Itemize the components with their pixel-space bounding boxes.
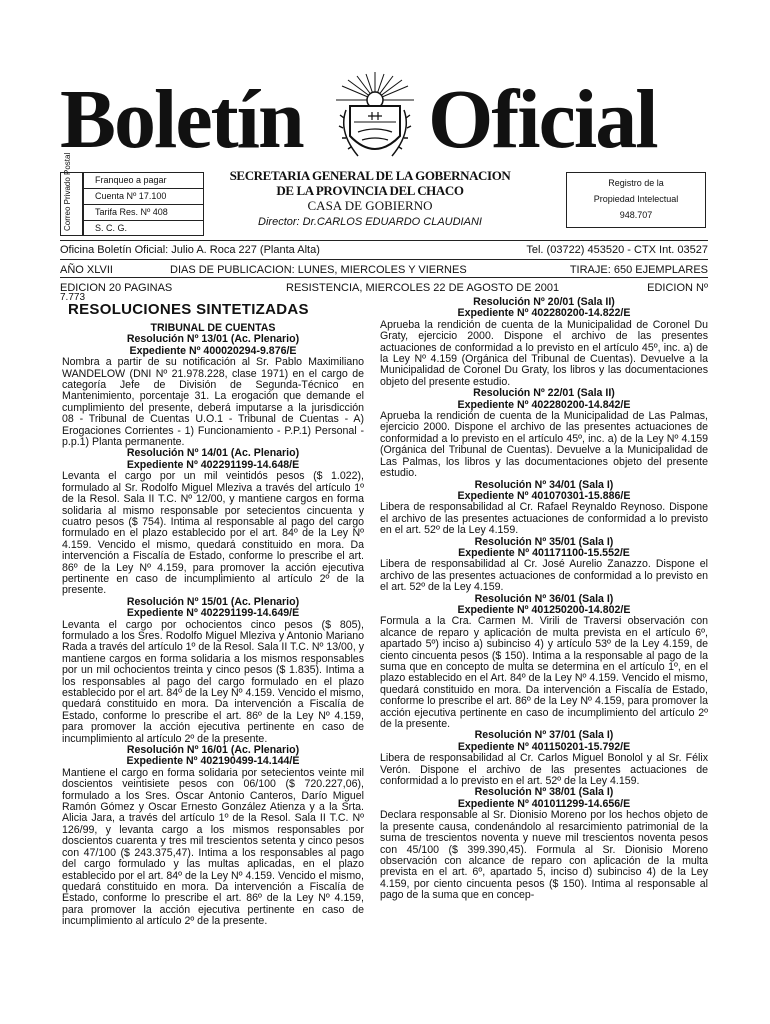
postal-side-label-box bbox=[60, 152, 84, 236]
secretaria-line2: DE LA PROVINCIA DEL CHACO bbox=[276, 183, 464, 198]
resolution-heading: Resolución Nº 16/01 (Ac. Plenario) bbox=[126, 744, 300, 757]
postal-side-label: Correo Privado Postal bbox=[63, 152, 72, 231]
postal-line-franqueo: Franqueo a pagar bbox=[83, 173, 203, 189]
resolution-heading: Resolución Nº 34/01 (Sala I) bbox=[474, 478, 614, 491]
resolution-heading: Expediente Nº 401250200-14.802/E bbox=[457, 603, 631, 616]
registro-line1: Registro de la bbox=[608, 178, 664, 188]
resolution-heading: Expediente Nº 401171100-15.552/E bbox=[458, 546, 630, 559]
resolution-text: Nombra a partir de su notificación al Sr. Pablo Maximiliano WANDELOW (DNI Nº 21.978.228, clase 1971) en el cargo de categoría Jefe de División de Segunda-Técnico en Mantenimiento, porcentaje 31. La erogación que demande el cumplimiento del presente, deberá imputarse a la jurisdicción 08 - Tribunal de Cuentas U.O.1 - Tribunal de Cuentas - A) Erogaciones Corrientes - 1) Funcionamiento - P.P.1) Personal - p.p.1) Planta permanente. bbox=[62, 356, 364, 449]
resolution-heading: Expediente Nº 402190499-14.144/E bbox=[126, 755, 300, 768]
registro-box bbox=[566, 172, 706, 228]
masthead bbox=[60, 73, 710, 170]
resolution-heading: Expediente Nº 402280200-14.822/E bbox=[457, 307, 631, 320]
resolution-text: Levanta el cargo por un mil veintidós pesos ($ 1.022), formulado al Sr. Rodolfo Miguel Mleziva a través del artículo 1º de la Resol. Sala II T.C. Nº 12/00, y mantiene cargos en forma solidaria al mismo responsable por setecientos cincuenta y cuatro pesos ($ 754). Intima al responsable al pago del cargo formulado en el plazo establecido por el art. 84º de la Ley Nº 4.159. Vencido el mismo, quedará constituido en mora. Da intervención a Fiscalía de Estado, conforme lo prescribe el art. 86º de la Ley Nº 4.159, para promover la acción ejecutiva pertinente en caso de incumplimiento al artículo 2º de la presente. bbox=[62, 470, 364, 597]
postal-line-cuenta: Cuenta Nº 17.100 bbox=[83, 189, 203, 205]
postal-line-tarifa: Tarifa Res. Nº 408 bbox=[83, 205, 203, 221]
year-label: AÑO XLVII bbox=[60, 264, 113, 276]
resolution-text: Aprueba la rendición de cuenta de la Municipalidad de Coronel Du Graty, ejercicio 2000. Dispone el archivo de las presentes actuaciones de conformidad a lo previsto en el artículo 45º, inc. a) de la Ley Nº 4.159 (Orgánica del Tribunal de Cuentas). Devuelve a la Municipalidad de Coronel Du Graty, los libros y las documentaciones objeto del presente estudio. bbox=[380, 318, 708, 388]
resolution-heading: Resolución Nº 22/01 (Sala II) bbox=[473, 387, 615, 400]
resolution-heading: Resolución Nº 15/01 (Ac. Plenario) bbox=[126, 595, 300, 608]
resolution-heading: Expediente Nº 401150201-15.792/E bbox=[457, 740, 631, 753]
resolution-heading: Expediente Nº 400020294-9.876/E bbox=[129, 344, 297, 357]
masthead-word-boletin: Boletín bbox=[60, 73, 303, 166]
masthead-word-oficial: Oficial bbox=[428, 73, 657, 166]
resolution-heading: Resolución Nº 13/01 (Ac. Plenario) bbox=[126, 333, 300, 346]
resolution-text: Aprueba la rendición de cuenta de la Municipalidad de Las Palmas, ejercicio 2000. Dispone el archivo de las presentes actuaciones de conformidad a lo previsto en el artículo 45º, inc. a) de la Ley Nº 4.159 (Orgánica del Tribunal de Cuentas). Devuelve a la Municipalidad de Las Palmas, los libros y las documentaciones objeto del presente estudio. bbox=[380, 410, 708, 480]
divider bbox=[60, 240, 708, 241]
print-run: TIRAJE: 650 EJEMPLARES bbox=[569, 264, 708, 276]
secretaria-line3: CASA DE GOBIERNO bbox=[307, 198, 433, 213]
section-headline: RESOLUCIONES SINTETIZADAS bbox=[68, 301, 309, 318]
resolution-heading: Resolución Nº 37/01 (Sala I) bbox=[474, 729, 614, 742]
divider bbox=[60, 259, 708, 260]
resolution-heading: Expediente Nº 401070301-15.886/E bbox=[457, 489, 631, 502]
resolution-heading: Resolución Nº 35/01 (Sala I) bbox=[474, 535, 614, 548]
divider bbox=[60, 277, 708, 278]
left-column bbox=[62, 323, 364, 928]
resolution-heading: Resolución Nº 20/01 (Sala II) bbox=[473, 296, 615, 308]
resolution-heading: Resolución Nº 14/01 (Ac. Plenario) bbox=[126, 447, 300, 460]
resolution-heading: Resolución Nº 38/01 (Sala I) bbox=[474, 786, 614, 799]
postal-info-box bbox=[82, 172, 204, 236]
resolution-heading: Expediente Nº 402291199-14.649/E bbox=[126, 607, 300, 620]
resolution-text: Declara responsable al Sr. Dionisio Moreno por los hechos objeto de la presente causa, condenándolo al resarcimiento patrimonial de la suma de trescientos noventa y nueve mil trescientos noventa pesos con 45/100 ($ 399.390,45). Formula al Sr. Dionisio Moreno observación con alcance de reparo con aplicación de la multa prevista en el art. 6º, apartado 5, inciso d) subinciso 4) de la Ley 4.159, por ciento cincuenta pesos ($ 150). Intima al responsable al pago de la suma que en concep- bbox=[380, 809, 708, 902]
edition-number: 7.773 bbox=[60, 292, 86, 303]
provincial-seal-icon bbox=[332, 70, 418, 166]
edition-number-label: EDICION Nº bbox=[647, 282, 708, 294]
resolution-heading: Expediente Nº 402280200-14.842/E bbox=[457, 398, 631, 411]
resolution-text: Formula a la Cra. Carmen M. Virili de Traversi observación con alcance de reparo y aplicación de multa prevista en el artículo 6º, apartado 5º) inciso a) subinciso 4) y artículo 53º de la Ley 4.159, de ciento cincuenta pesos ($ 150). Intima a la responsable al pago de la suma que en concepto de multa se determina en el artículo 1º, en el plazo establecido en el Art. 84º de la Ley Nº 4.159. Vencido el mismo, quedará constituido en mora. Da intervención a Fiscalía de Estado, conforme lo prescribe el art. 86º de la Ley Nº 4.159, para promover la acción ejecutiva pertinente en caso de incumplimiento del artículo 2º de la presente. bbox=[380, 615, 708, 731]
publication-days: DIAS DE PUBLICACION: LUNES, MIERCOLES Y VIERNES bbox=[170, 264, 467, 276]
resolution-heading: TRIBUNAL DE CUENTAS bbox=[150, 322, 276, 334]
resolution-text: Mantiene el cargo en forma solidaria por setecientos veinte mil doscientos veintisiete pesos con 06/100 ($ 720.227,06), formulado a los Sres. Oscar Antonio Canteros, Darío Miguel Ramón Gómez y Oscar Ernesto González Atienza y a la Srta. Alicia Jara, a través del artículo 1º de la Resol. Sala II T.C. Nº 126/99, y levanta cargo a los mismos responsables por doscientos cuarenta y tres mil trescientos setenta y cinco pesos con 47/100 ($ 243.375,47). Intima a los responsables al pago del cargo formulado y las multas aplicadas, en el plazo establecido por el art. 84º de la Ley Nº 4.159. Vencido el mismo, quedará constituido en mora. Da intervención a Fiscalía de Estado, conforme lo prescribe el art. 86º de la Ley Nº 4.159, para promover la acción ejecutiva pertinente en caso de incumplimiento al artículo 2º de la presente. bbox=[62, 766, 364, 928]
edition-date: RESISTENCIA, MIERCOLES 22 DE AGOSTO DE 2001 bbox=[286, 282, 560, 294]
registro-line3: 948.707 bbox=[619, 210, 653, 220]
postal-line-scg: S. C. G. bbox=[95, 223, 128, 233]
secretaria-line1: SECRETARIA GENERAL DE LA GOBERNACION bbox=[229, 168, 511, 183]
page-count: EDICION 20 PAGINAS bbox=[60, 282, 173, 294]
resolution-text: Libera de responsabilidad al Cr. Rafael Reynaldo Reynoso. Dispone el archivo de las presentes actuaciones de conformidad a lo previsto en el art. 52º de la Ley 4.159. bbox=[380, 501, 708, 537]
resolution-text: Libera de responsabilidad al Cr. José Aurelio Zanazzo. Dispone el archivo de las presentes actuaciones de conformidad a lo previsto en el art. 52º de la Ley 4.159. bbox=[380, 558, 708, 594]
right-column bbox=[380, 297, 708, 902]
resolution-text: Libera de responsabilidad al Cr. Carlos Miguel Bonolol y al Sr. Félix Verón. Dispone el archivo de las presentes actuaciones de conformidad a lo previsto en el art. 52º de la Ley 4.159. bbox=[380, 752, 708, 788]
office-phone: Tel. (03722) 453520 - CTX Int. 03527 bbox=[526, 244, 708, 256]
resolution-text: Levanta el cargo por ochocientos cinco pesos ($ 805), formulado a los Sres. Rodolfo Miguel Mleziva y Antonio Mariano Rada a través del artículo 1º de la Resol. Sala II T.C. Nº 13/00, y mantiene cargos en forma solidaria a los mismos responsables por un mil ochocientos treinta y cinco pesos ($ 1.835). Intima a los responsables al pago del cargo formulado en el plazo establecido por el art. 84º de la Ley Nº 4.159. Vencido el mismo, quedará constituido en mora. Da intervención a Fiscalía de Estado, conforme lo prescribe el art. 86º de la Ley Nº 4.159, para promover la acción ejecutiva pertinente en caso de incumplimiento al artículo 2º de la presente. bbox=[62, 618, 364, 745]
resolution-heading: Expediente Nº 402291199-14.648/E bbox=[126, 458, 300, 471]
director-line: Director: Dr.CARLOS EDUARDO CLAUDIANI bbox=[258, 216, 482, 228]
office-address: Oficina Boletín Oficial: Julio A. Roca 227 (Planta Alta) bbox=[60, 244, 320, 256]
registro-line2: Propiedad Intelectual bbox=[593, 194, 679, 204]
secretaria-block bbox=[205, 168, 535, 230]
resolution-heading: Expediente Nº 401011299-14.656/E bbox=[457, 797, 631, 810]
resolution-heading: Resolución Nº 36/01 (Sala I) bbox=[474, 592, 614, 605]
